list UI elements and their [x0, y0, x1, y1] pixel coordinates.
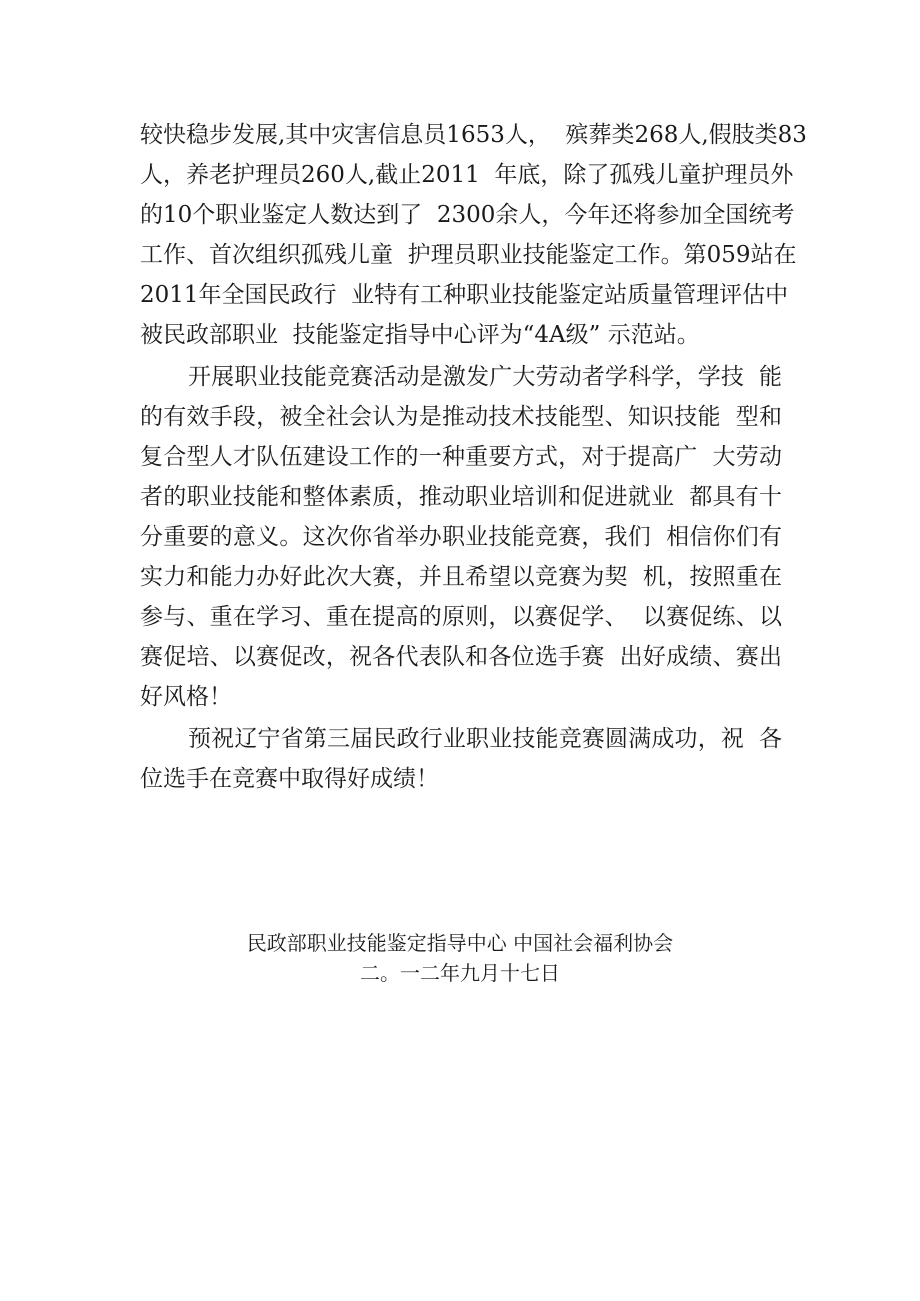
paragraph-1-line-6: 被民政部职业 技能鉴定指导中心评为“4A级” 示范站。: [140, 322, 700, 348]
paragraph-1-line-2: 人，养老护理员260人,截止2011 年底，除了孤残儿童护理员外: [140, 162, 794, 188]
paragraph-1-line-1: 较快稳步发展,其中灾害信息员1653人， 殡葬类268人,假肢类83: [140, 122, 807, 148]
paragraph-3-line-2: 位选手在竞赛中取得好成绩！: [140, 766, 439, 792]
signature-date: 二。一二年九月十七日: [360, 961, 560, 985]
paragraph-2-line-2: 的有效手段，被全社会认为是推动技术技能型、知识技能 型和: [140, 404, 782, 430]
paragraph-1-line-3: 的10个职业鉴定人数达到了 2300余人，今年还将参加全国统考: [140, 202, 795, 228]
signature-organizations: 民政部职业技能鉴定指导中心 中国社会福利协会: [246, 931, 674, 955]
paragraph-2-line-3: 复合型人才队伍建设工作的一种重要方式，对于提高广 大劳动: [140, 444, 782, 470]
paragraph-2-line-5: 分重要的意义。这次你省举办职业技能竞赛，我们 相信你们有: [140, 524, 782, 550]
paragraph-2-line-9: 好风格！: [140, 684, 232, 710]
paragraph-2-line-6: 实力和能力办好此次大赛，并且希望以竞赛为契 机，按照重在: [140, 564, 782, 590]
paragraph-2-line-1: 开展职业技能竞赛活动是激发广大劳动者学科学，学技 能: [188, 364, 782, 390]
paragraph-3-line-1: 预祝辽宁省第三届民政行业职业技能竞赛圆满成功，祝 各: [188, 726, 782, 752]
paragraph-2-line-7: 参与、重在学习、重在提高的原则，以赛促学、 以赛促练、以: [140, 604, 782, 630]
paragraph-1-line-5: 2011年全国民政行 业特有工种职业技能鉴定站质量管理评估中: [140, 282, 789, 308]
paragraph-2-line-8: 赛促培、以赛促改，祝各代表队和各位选手赛 出好成绩、赛出: [140, 644, 782, 670]
paragraph-2-line-4: 者的职业技能和整体素质，推动职业培训和促进就业 都具有十: [140, 484, 782, 510]
paragraph-1-line-4: 工作、首次组织孤残儿童 护理员职业技能鉴定工作。第059站在: [140, 242, 797, 268]
